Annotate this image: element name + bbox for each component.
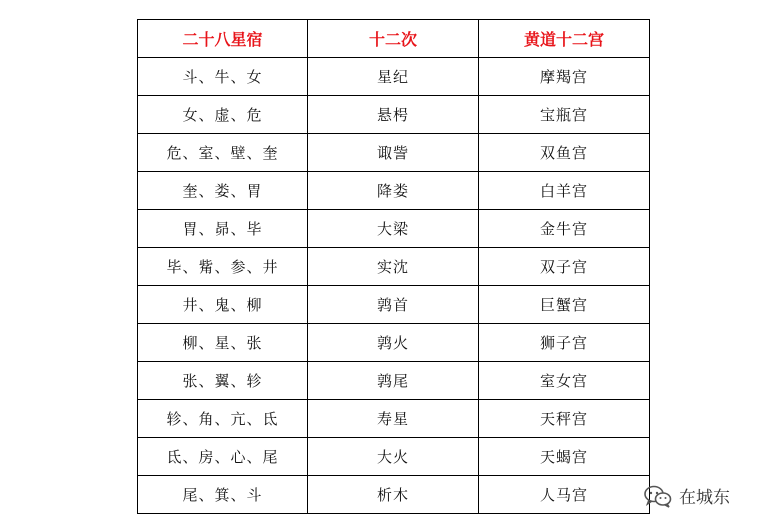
cell-twelve-stations: 悬枵: [308, 96, 479, 134]
cell-twelve-stations: 实沈: [308, 248, 479, 286]
cell-twelve-stations: 降娄: [308, 172, 479, 210]
cell-zodiac-house: 金牛宫: [479, 210, 650, 248]
cell-lunar-mansions: 氐、房、心、尾: [138, 438, 308, 476]
cell-lunar-mansions: 张、翼、轸: [138, 362, 308, 400]
table-row: [138, 96, 650, 134]
table-row: [138, 58, 650, 96]
header-zodiac-houses: 黄道十二宫: [479, 20, 650, 58]
table-row: [138, 400, 650, 438]
cell-zodiac-house: 双鱼宫: [479, 134, 650, 172]
cell-zodiac-house: 室女宫: [479, 362, 650, 400]
cell-lunar-mansions: 女、虚、危: [138, 96, 308, 134]
cell-zodiac-house: 巨蟹宫: [479, 286, 650, 324]
cell-twelve-stations: 大火: [308, 438, 479, 476]
table-row: [138, 210, 650, 248]
table-row: [138, 438, 650, 476]
cell-twelve-stations: 鹑火: [308, 324, 479, 362]
table-header-row: [138, 20, 650, 58]
cell-lunar-mansions: 胃、昴、毕: [138, 210, 308, 248]
cell-zodiac-house: 天秤宫: [479, 400, 650, 438]
cell-lunar-mansions: 奎、娄、胃: [138, 172, 308, 210]
cell-zodiac-house: 狮子宫: [479, 324, 650, 362]
table-row: [138, 134, 650, 172]
table-row: [138, 286, 650, 324]
cell-lunar-mansions: 毕、觜、参、井: [138, 248, 308, 286]
cell-twelve-stations: 大梁: [308, 210, 479, 248]
cell-twelve-stations: 鹑尾: [308, 362, 479, 400]
table-row: [138, 172, 650, 210]
cell-twelve-stations: 诹訾: [308, 134, 479, 172]
cell-zodiac-house: 摩羯宫: [479, 58, 650, 96]
cell-lunar-mansions: 斗、牛、女: [138, 58, 308, 96]
watermark: [643, 483, 730, 508]
zodiac-table: [137, 19, 650, 514]
cell-twelve-stations: 鹑首: [308, 286, 479, 324]
table-row: [138, 324, 650, 362]
cell-zodiac-house: 双子宫: [479, 248, 650, 286]
cell-zodiac-house: 天蝎宫: [479, 438, 650, 476]
cell-zodiac-house: 人马宫: [479, 476, 650, 514]
cell-zodiac-house: 宝瓶宫: [479, 96, 650, 134]
cell-twelve-stations: 析木: [308, 476, 479, 514]
cell-lunar-mansions: 柳、星、张: [138, 324, 308, 362]
table-row: [138, 476, 650, 514]
cell-twelve-stations: 星纪: [308, 58, 479, 96]
cell-zodiac-house: 白羊宫: [479, 172, 650, 210]
table-row: [138, 362, 650, 400]
zodiac-table-container: [137, 19, 649, 514]
cell-twelve-stations: 寿星: [308, 400, 479, 438]
cell-lunar-mansions: 轸、角、亢、氐: [138, 400, 308, 438]
cell-lunar-mansions: 尾、箕、斗: [138, 476, 308, 514]
table-row: [138, 248, 650, 286]
cell-lunar-mansions: 井、鬼、柳: [138, 286, 308, 324]
watermark-text: 在城东: [679, 488, 730, 508]
header-lunar-mansions: 二十八星宿: [138, 20, 308, 58]
cell-lunar-mansions: 危、室、壁、奎: [138, 134, 308, 172]
wechat-icon: [643, 484, 673, 508]
header-twelve-stations: 十二次: [308, 20, 479, 58]
